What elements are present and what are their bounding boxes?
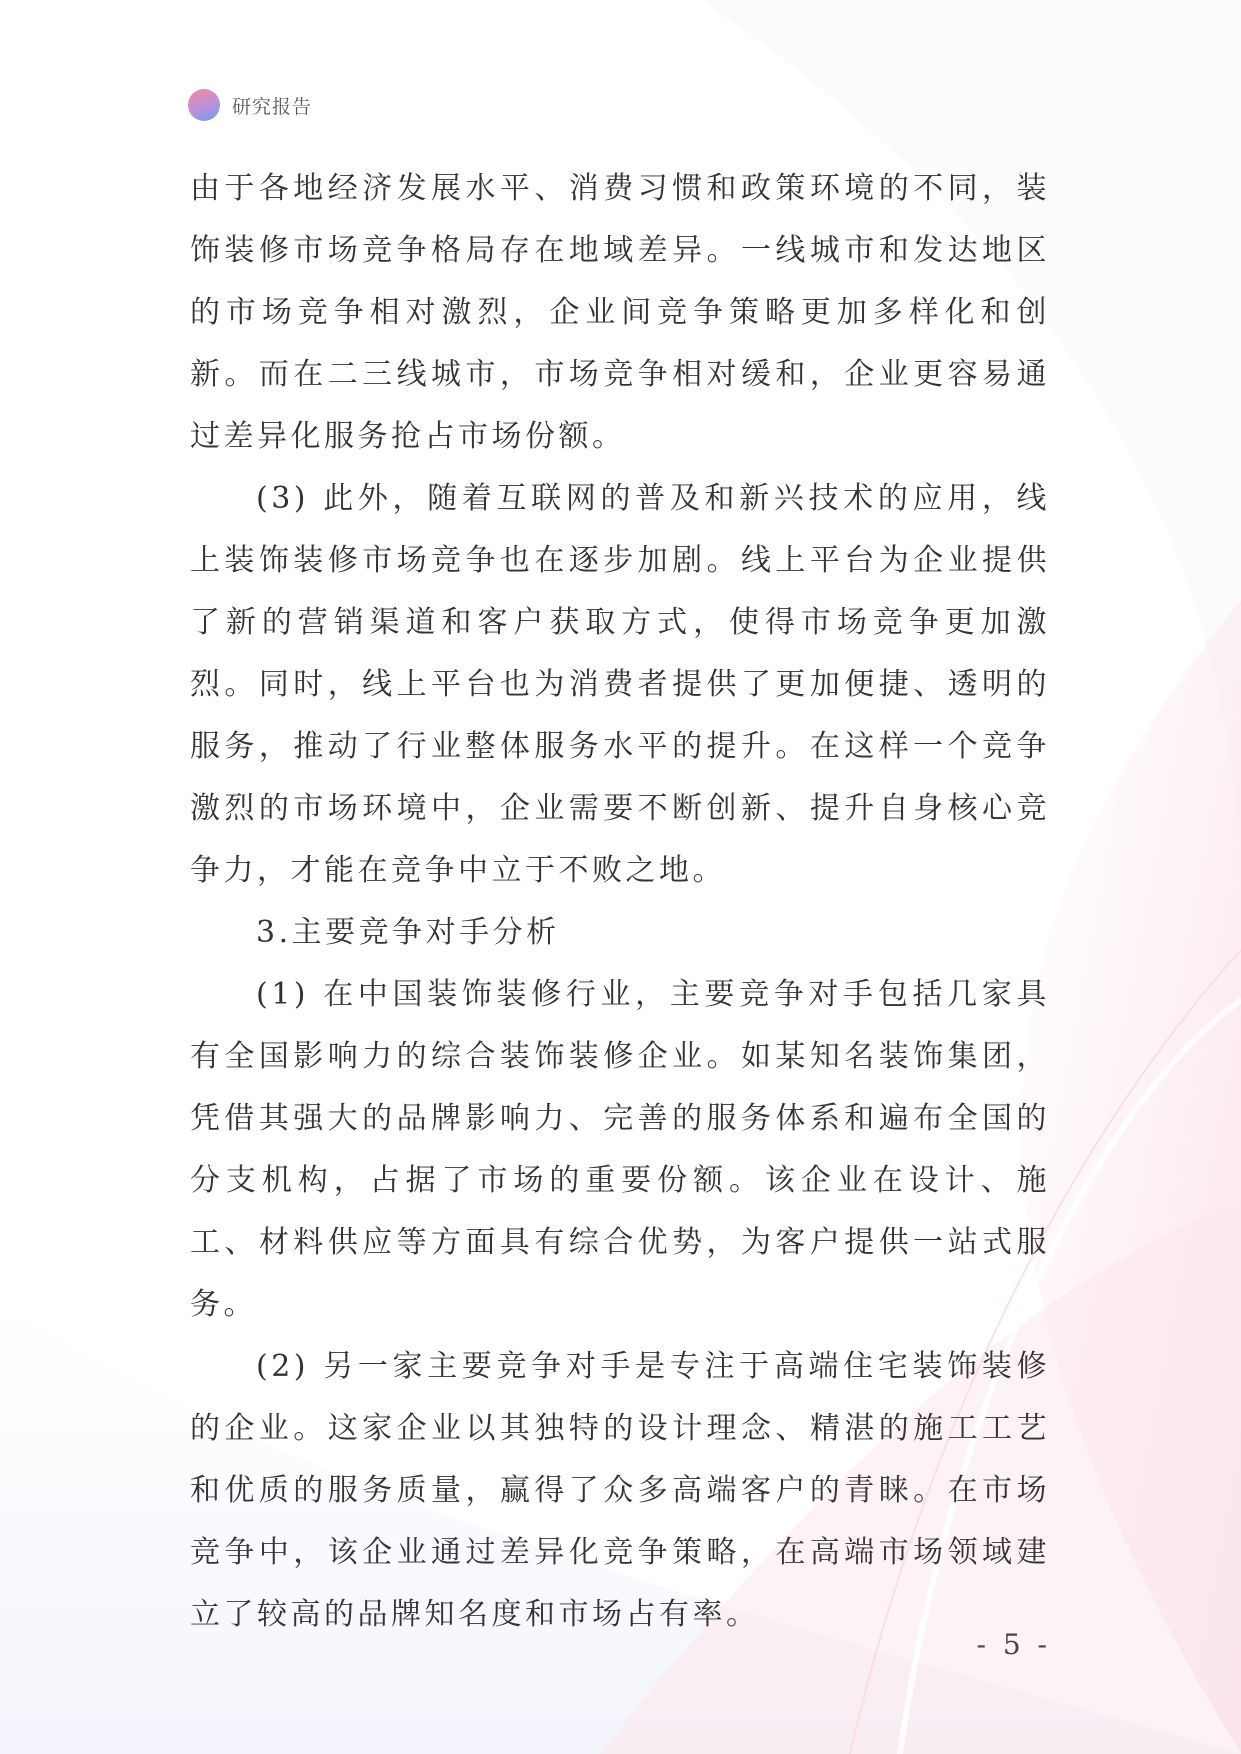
document-body [190,158,1050,1646]
document-header [188,88,312,122]
paragraph: (1) 在中国装饰装修行业，主要竞争对手包括几家具有全国影响力的综合装饰装修企业。如某知名装饰集团，凭借其强大的品牌影响力、完善的服务体系和遍布全国的分支机构，占据了市场的重要份额。该企业在设计、施工、材料供应等方面具有综合优势，为客户提供一站式服务。 [190,977,1050,1322]
section-heading: 3.主要竞争对手分析 [256,915,560,950]
paragraph: 由于各地经济发展水平、消费习惯和政策环境的不同，装饰装修市场竞争格局存在地域差异。一线城市和发达地区的市场竞争相对激烈，企业间竞争策略更加多样化和创新。而在二三线城市，市场竞争相对缓和，企业更容易通过差异化服务抢占市场份额。 [190,171,1050,454]
page-number: - 5 - [976,1628,1051,1661]
header-title: 研究报告 [232,95,313,118]
logo-circle-icon [188,89,220,121]
paragraph: (2) 另一家主要竞争对手是专注于高端住宅装饰装修的企业。这家企业以其独特的设计理念、精湛的施工工艺和优质的服务质量，赢得了众多高端客户的青睐。在市场竞争中，该企业通过差异化竞争策略，在高端市场领域建立了较高的品牌知名度和市场占有率。 [190,1349,1050,1632]
paragraph: (3) 此外，随着互联网的普及和新兴技术的应用，线上装饰装修市场竞争也在逐步加剧。线上平台为企业提供了新的营销渠道和客户获取方式，使得市场竞争更加激烈。同时，线上平台也为消费者提供了更加便捷、透明的服务，推动了行业整体服务水平的提升。在这样一个竞争激烈的市场环境中，企业需要不断创新、提升自身核心竞争力，才能在竞争中立于不败之地。 [190,481,1050,888]
